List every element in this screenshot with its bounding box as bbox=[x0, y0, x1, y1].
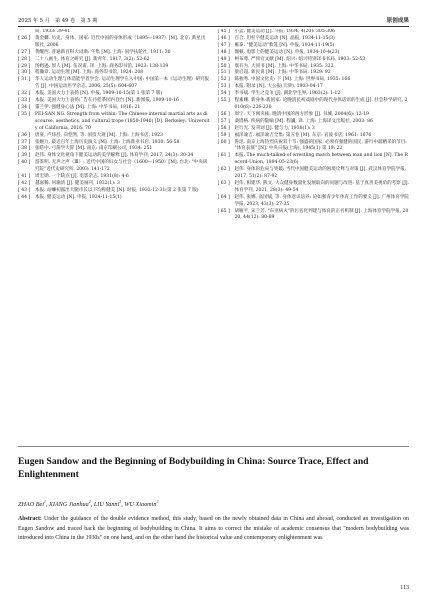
reference-text: 本报. 附录 [N]. 大公报(天津), 1903-04-17 bbox=[234, 84, 323, 90]
reference-item bbox=[18, 160, 210, 174]
references-section bbox=[18, 29, 409, 443]
reference-item bbox=[18, 57, 210, 64]
author-affiliation: 1 bbox=[43, 499, 46, 504]
reference-number: [ 53 ] bbox=[217, 84, 230, 90]
reference-number: [ 52 ] bbox=[217, 77, 230, 83]
reference-number: [ 56 ] bbox=[217, 111, 230, 117]
abstract-label: Abstract: bbox=[18, 516, 42, 522]
reference-text: 二十八画生. 体育之研究 [J]. 新青年, 1917, 3(2): 52-62 bbox=[35, 56, 150, 62]
reference-text: 康有为. 大同书 [M]. 上海: 中华书局, 1935: 322 bbox=[234, 63, 334, 69]
reference-item bbox=[218, 50, 410, 57]
english-title: Eugen Sandow and the Beginning of Bodybuilding in China: Source Trace, Effect and Enlightenment bbox=[18, 456, 369, 480]
reference-text: 董兰伊. 强健身心法 [M]. 上海: 中华书局, 1916: 21 bbox=[35, 104, 141, 110]
reference-item bbox=[218, 153, 410, 167]
reference-text: 伽顿. 电影上的健美运动 [N]. 申报, 1934-10-4(23) bbox=[234, 49, 340, 55]
header-rule bbox=[18, 26, 409, 27]
reference-item bbox=[218, 167, 410, 181]
reference-text: 本报. 美国大力士表扬 [N]. 申报, 1909-10-15(第 1 张第 7 版) bbox=[35, 91, 163, 97]
reference-number bbox=[18, 29, 35, 36]
reference-text: 福泽谕吉. 福泽谕吉全集: 第五卷 [M]. 东京: 岩波书店, 1961: 1676 bbox=[234, 132, 372, 138]
reference-text: 李书斌. 学生之竞争 [J]. 湖北学生界, 1903(2): 1-12 bbox=[234, 91, 341, 97]
reference-number: [ 50 ] bbox=[217, 63, 230, 69]
reference-text: 张晧中. 弓箭学大辞 [M]. 南京: 南京印刷公司, 1934: 251 bbox=[35, 146, 153, 152]
reference-item bbox=[218, 195, 410, 209]
reference-item bbox=[18, 105, 210, 112]
reference-number: [ 32 ] bbox=[18, 91, 31, 97]
reference-text: 本报. 站蠊初露出大腿市长以下均称健美 [N]. 时报, 1932-12-31(第 2 张第 7 版) bbox=[35, 187, 199, 193]
author-affiliation: 2 bbox=[88, 499, 91, 504]
reference-number: [ 28 ] bbox=[18, 56, 31, 62]
reference-text: 唐豪, 卢炜昌, 向恺然, 等. 国技大观 [M]. 上海: 上海书店, 1923 bbox=[35, 132, 163, 138]
reference-item bbox=[18, 36, 210, 50]
reference-number: [ 49 ] bbox=[217, 56, 230, 62]
reference-text: 程素姗. 新身体·新国家: 论晚清民初戏剧中的现代身体话语的生成 [J]. 社会科学研究, 2010(6): 226-230 bbox=[234, 98, 408, 110]
reference-item bbox=[218, 98, 410, 112]
reference-item bbox=[218, 57, 410, 64]
english-abstract bbox=[18, 515, 409, 544]
section-divider bbox=[18, 446, 409, 447]
reference-text: 本报. 健美运动 [N]. 申报, 1934-11-15(1) bbox=[35, 194, 122, 200]
reference-text: 本报. 美国大力士表扬广告在丹桂茶园内登台 [N]. 新闻报, 1909-10-16 bbox=[35, 98, 179, 104]
reference-number: [ 51 ] bbox=[217, 70, 230, 76]
reference-number: [ 40 ] bbox=[18, 160, 31, 166]
reference-item bbox=[218, 29, 410, 36]
reference-text: 张婉九. 最近百年上海历史演义 [M]. 上海: 上海新亚书店, 1930: 56-58 bbox=[35, 139, 180, 145]
author-affiliation: 3 bbox=[156, 499, 159, 504]
reference-item bbox=[18, 195, 210, 202]
section-brand: 原创成果 bbox=[386, 18, 409, 24]
reference-text: 周宏勋. 一个缺点 [J]. 电影杂志, 1931(8): 4-6 bbox=[35, 174, 129, 180]
reference-text: 黄金麟. 历史、身体、国家: 近代中国的身体形成（1895—1937）[M]. 北京: 新星出版社, 2006 bbox=[35, 35, 206, 48]
reference-text: 柯布尊. 严侦官文献 [M]. 绍兴: 绍兴特别译书书局, 1903: 52-53 bbox=[234, 56, 366, 62]
reference-number: [ 58 ] bbox=[217, 125, 230, 131]
reference-number: [ 62 ] bbox=[217, 167, 230, 173]
reference-text: 雁泰. "健美运动"救笼 [N]. 申报, 1934-11-19(5) bbox=[234, 42, 335, 48]
reference-text: 桑塔格. 疾病的隐喻 [M]. 程巍, 译. 上海: 上海译文出版社, 2003: 86 bbox=[234, 118, 373, 124]
reference-text: 鲁迅. 南京上海热烈庆祝双十节: 强盛的国家, 必须有强健的国民, 游行中最精采的节目: "体育表演" [N]. 中央日报(上海), 1945(1) 第 19: 22 bbox=[234, 139, 407, 152]
reference-item bbox=[18, 29, 210, 36]
reference-item bbox=[18, 181, 210, 188]
reference-number: [ 41 ] bbox=[18, 174, 31, 180]
reference-number: [ 46 ] bbox=[217, 35, 230, 41]
reference-text: 梁启超. 新民说 [M]. 上海: 中华书局, 1929: 92 bbox=[234, 70, 331, 76]
reference-text: 百合. 但枉字健美运动 [N]. 晶报, 1934-11-15(3) bbox=[234, 35, 335, 41]
reference-item bbox=[218, 36, 410, 43]
reference-number: [ 43 ] bbox=[18, 187, 31, 193]
reference-number: [ 33 ] bbox=[18, 98, 31, 104]
reference-item bbox=[218, 43, 410, 50]
reference-text: 小孟. 健美运动 [J]. 斗报, 1934, 4(20): 305-306 bbox=[234, 29, 335, 34]
abstract-text: Under the guidance of the double evidence method, this study, based on the newly obtained data in China and abroad, conducted an investigation on Eugen Sandow and traced back the beginning of bodybuilding in China. It aims to correct the mistake of academic consensus that "modern bodybuilding was introduced into China in the 1930s" on one hand, and on the other hand the historical value and contemporary enlightenment was bbox=[18, 516, 409, 542]
reference-text: 赵伟. 身体文化视角下健美运动的美学解释 [J]. 体育学刊, 2017, 24(3): 30-34 bbox=[35, 153, 194, 159]
reference-number: [ 27 ] bbox=[18, 49, 31, 55]
reference-item bbox=[218, 181, 410, 195]
author-name: LIU Yanni bbox=[93, 501, 120, 509]
reference-item bbox=[18, 50, 210, 57]
reference-item bbox=[18, 112, 210, 133]
reference-number: [ 63 ] bbox=[217, 180, 230, 186]
reference-item bbox=[218, 126, 410, 133]
reference-item bbox=[18, 77, 210, 91]
reference-item bbox=[18, 188, 210, 195]
reference-number: [ 45 ] bbox=[217, 29, 230, 34]
reference-number: [ 26 ] bbox=[18, 35, 31, 41]
reference-number: [ 42 ] bbox=[18, 180, 31, 186]
reference-number: [ 39 ] bbox=[18, 153, 31, 159]
reference-text: 汤姆逊. 原人 [M]. 伍况甫, 译. 上海: 商务印书馆, 1923: 138-139 bbox=[35, 63, 169, 69]
reference-item bbox=[218, 209, 410, 223]
reference-number: [ 55 ] bbox=[217, 98, 230, 104]
reference-number: [ 48 ] bbox=[217, 49, 230, 55]
reference-number: [ 31 ] bbox=[18, 77, 31, 83]
reference-number: [ 65 ] bbox=[217, 208, 230, 214]
english-authors: ZHAO Bei$^1$, XIANG Jianhua$^2$, LIU Yanni$^3$, WU Xiaomin$^3$ bbox=[18, 499, 159, 509]
reference-text: 游鉴明. 无声之声（Ⅲ）: 近代中国的妇女与社会（1600—1950）[M]. 台北: "中央研究院"近代史研究所, 2003: 141-172 bbox=[35, 160, 208, 173]
reference-number: [ 36 ] bbox=[18, 132, 31, 138]
reference-number: [ 60 ] bbox=[217, 139, 230, 145]
reference-text: 越嘉稀. 何瑜清 [J]. 健美画刊, 1932(1): 3 bbox=[35, 180, 120, 186]
reference-number: [ 54 ] bbox=[217, 91, 230, 97]
author-affiliation: 3 bbox=[119, 499, 122, 504]
reference-number: [ 34 ] bbox=[18, 104, 31, 110]
reference-number: [ 30 ] bbox=[18, 70, 31, 76]
page-number: 113 bbox=[400, 585, 409, 591]
reference-item bbox=[218, 119, 410, 126]
author-name: ZHAO Bei bbox=[18, 501, 44, 509]
reference-number: [ 35 ] bbox=[18, 111, 31, 117]
reference-number: [ 64 ] bbox=[217, 194, 230, 200]
references-column-right bbox=[218, 29, 410, 443]
reference-text: 赵伟. 身体的危局与突破: 当代中国健美运动的困境诠释与对策 [J]. 武汉体育学院学报, 2017, 51(2): 87-92 bbox=[234, 167, 407, 180]
running-header bbox=[18, 12, 409, 24]
reference-item bbox=[218, 133, 410, 140]
reference-number: [ 61 ] bbox=[217, 153, 230, 159]
reference-text: 胡雁平, 宋兰芳. "东亚病夫"的污名化判建与体育的正名机制 [J]. 上海体育学院学报, 2020, 44(12): 80-89 bbox=[234, 208, 409, 221]
author-name: XIANG Jianhua bbox=[49, 501, 89, 509]
reference-text: 局, 1933: 39-41 bbox=[35, 29, 71, 34]
reference-text: 华人运动生理与体适能学者学会. 运动生理学在入中国: 中国第一本《运动生理》研究报告 [J]. 中国运动医学杂志, 2006, 25(5): 604-607 bbox=[35, 77, 210, 90]
reference-text: 本报. The much-talked-of wrestling match between man and lion [N]. The Record-Union, 1894-05-23(6) bbox=[234, 153, 408, 166]
reference-number: [ 29 ] bbox=[18, 63, 31, 69]
issue-info: 2025 年 5 月 第 49 卷 第 5 期 bbox=[18, 18, 98, 24]
reference-item bbox=[18, 174, 210, 181]
reference-item bbox=[18, 98, 210, 105]
reference-number: [ 57 ] bbox=[217, 118, 230, 124]
reference-text: 周宁. 天下网夹核: 晚清中国的西方形象 [J]. 书城, 2004(6): 12-19 bbox=[234, 111, 369, 117]
reference-item bbox=[218, 140, 410, 154]
reference-number: [ 38 ] bbox=[18, 146, 31, 152]
reference-text: 黄醒西. 普通新百科大词典: 午集 [M]. 上海: 国学扶轮社, 1911: 30 bbox=[35, 49, 171, 55]
author-name: WU Xiaomin bbox=[124, 501, 157, 509]
reference-number: [ 59 ] bbox=[217, 132, 230, 138]
reference-item bbox=[218, 112, 410, 119]
reference-text: 赵行光. 发刊词 [J]. 健与力, 1938(1): 3 bbox=[234, 125, 315, 131]
reference-item bbox=[18, 133, 210, 140]
reference-text: PEI-SAN NG. Strength from within: The Chinese internal martial arts as discourse, aesthetics, and cultural trope (1850-1940) [D]. Berkeley: University of California, 2016: 70 bbox=[35, 111, 210, 131]
reference-text: 陈独秀. 中国文化史: 下 [M]. 上海: 世界书局, 1935: 166 bbox=[234, 77, 351, 83]
reference-text: 赵伟, 张娜, 高国斌, 等. 身体意识培养: 论如强青少年体育工作的要义 [J]. 广州体育学院学报, 2023, 43(3): 27-35 bbox=[234, 194, 409, 207]
references-column-left bbox=[18, 29, 210, 443]
reference-text: 程瀚章. 运动生理 [M]. 上海: 商务印书馆, 1924: 208 bbox=[35, 70, 144, 76]
reference-number: [ 44 ] bbox=[18, 194, 31, 200]
reference-text: 赵伟, 相建华, 熊文. 大众健身数量化发展取向的问题与改进: 基于真善美视角的考察 [J]. 体育学刊, 2021, 28(3): 49-54 bbox=[234, 180, 409, 193]
reference-number: [ 47 ] bbox=[217, 42, 230, 48]
reference-number: [ 37 ] bbox=[18, 139, 31, 145]
